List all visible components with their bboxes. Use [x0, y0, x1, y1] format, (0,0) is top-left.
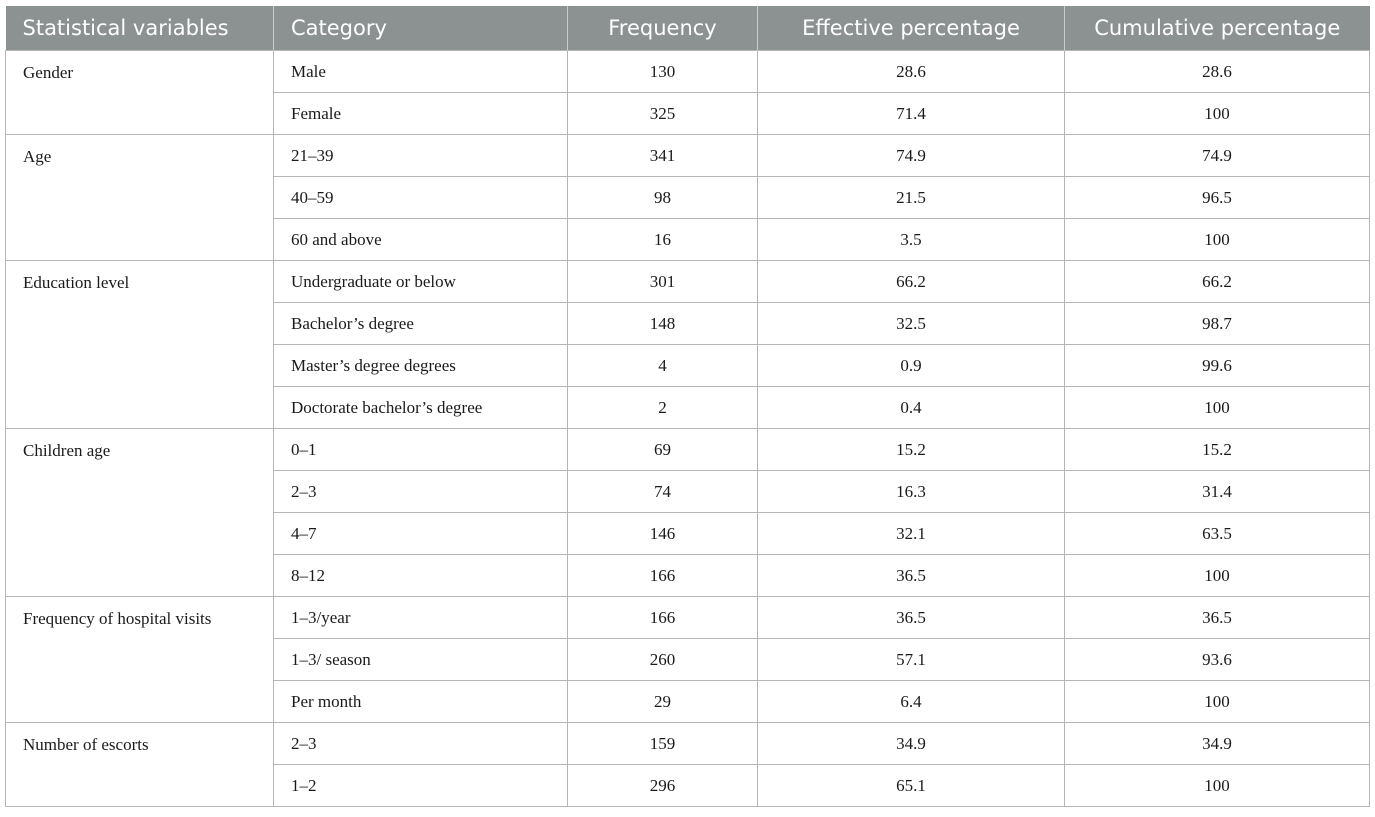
cumulative-percentage-cell: 100	[1065, 555, 1370, 597]
table-row	[6, 261, 1370, 303]
cumulative-percentage-cell: 100	[1065, 93, 1370, 135]
effective-percentage-cell: 32.5	[758, 303, 1065, 345]
frequency-cell: 4	[568, 345, 758, 387]
frequency-cell: 16	[568, 219, 758, 261]
category-cell: 4–7	[274, 513, 568, 555]
effective-percentage-cell: 0.4	[758, 387, 1065, 429]
frequency-cell: 159	[568, 723, 758, 765]
frequency-cell: 148	[568, 303, 758, 345]
category-cell: Per month	[274, 681, 568, 723]
variable-cell: Gender	[6, 51, 274, 135]
frequency-cell: 341	[568, 135, 758, 177]
effective-percentage-cell: 66.2	[758, 261, 1065, 303]
header-category: Category	[274, 6, 568, 51]
cumulative-percentage-cell: 15.2	[1065, 429, 1370, 471]
cumulative-percentage-cell: 100	[1065, 681, 1370, 723]
demographics-table	[5, 6, 1370, 807]
cumulative-percentage-cell: 66.2	[1065, 261, 1370, 303]
effective-percentage-cell: 34.9	[758, 723, 1065, 765]
category-cell: 60 and above	[274, 219, 568, 261]
frequency-cell: 296	[568, 765, 758, 807]
table-row	[6, 597, 1370, 639]
effective-percentage-cell: 65.1	[758, 765, 1065, 807]
cumulative-percentage-cell: 63.5	[1065, 513, 1370, 555]
cumulative-percentage-cell: 99.6	[1065, 345, 1370, 387]
table-row	[6, 723, 1370, 765]
frequency-cell: 260	[568, 639, 758, 681]
variable-cell: Age	[6, 135, 274, 261]
frequency-cell: 74	[568, 471, 758, 513]
frequency-cell: 166	[568, 555, 758, 597]
category-cell: 1–3/year	[274, 597, 568, 639]
header-effective-percentage: Effective percentage	[758, 6, 1065, 51]
cumulative-percentage-cell: 100	[1065, 765, 1370, 807]
frequency-cell: 69	[568, 429, 758, 471]
frequency-cell: 29	[568, 681, 758, 723]
category-cell: Bachelor’s degree	[274, 303, 568, 345]
variable-cell: Frequency of hospital visits	[6, 597, 274, 723]
effective-percentage-cell: 3.5	[758, 219, 1065, 261]
effective-percentage-cell: 21.5	[758, 177, 1065, 219]
cumulative-percentage-cell: 28.6	[1065, 51, 1370, 93]
category-cell: Undergraduate or below	[274, 261, 568, 303]
variable-cell: Children age	[6, 429, 274, 597]
effective-percentage-cell: 71.4	[758, 93, 1065, 135]
effective-percentage-cell: 6.4	[758, 681, 1065, 723]
frequency-cell: 98	[568, 177, 758, 219]
effective-percentage-cell: 74.9	[758, 135, 1065, 177]
effective-percentage-cell: 36.5	[758, 555, 1065, 597]
effective-percentage-cell: 0.9	[758, 345, 1065, 387]
effective-percentage-cell: 16.3	[758, 471, 1065, 513]
frequency-cell: 2	[568, 387, 758, 429]
effective-percentage-cell: 32.1	[758, 513, 1065, 555]
category-cell: 8–12	[274, 555, 568, 597]
cumulative-percentage-cell: 31.4	[1065, 471, 1370, 513]
cumulative-percentage-cell: 93.6	[1065, 639, 1370, 681]
cumulative-percentage-cell: 74.9	[1065, 135, 1370, 177]
table-row	[6, 429, 1370, 471]
table-body	[6, 51, 1370, 807]
category-cell: 1–3/ season	[274, 639, 568, 681]
header-cumulative-percentage: Cumulative percentage	[1065, 6, 1370, 51]
category-cell: Male	[274, 51, 568, 93]
effective-percentage-cell: 28.6	[758, 51, 1065, 93]
category-cell: 2–3	[274, 471, 568, 513]
variable-cell: Number of escorts	[6, 723, 274, 807]
frequency-cell: 130	[568, 51, 758, 93]
effective-percentage-cell: 57.1	[758, 639, 1065, 681]
category-cell: Master’s degree degrees	[274, 345, 568, 387]
category-cell: 40–59	[274, 177, 568, 219]
header-frequency: Frequency	[568, 6, 758, 51]
category-cell: Female	[274, 93, 568, 135]
table-row	[6, 51, 1370, 93]
frequency-cell: 325	[568, 93, 758, 135]
effective-percentage-cell: 36.5	[758, 597, 1065, 639]
table-row	[6, 135, 1370, 177]
table-header	[6, 6, 1370, 51]
variable-cell: Education level	[6, 261, 274, 429]
category-cell: 1–2	[274, 765, 568, 807]
header-statistical-variables: Statistical variables	[6, 6, 274, 51]
demographics-table-container	[5, 6, 1369, 807]
frequency-cell: 166	[568, 597, 758, 639]
cumulative-percentage-cell: 96.5	[1065, 177, 1370, 219]
cumulative-percentage-cell: 36.5	[1065, 597, 1370, 639]
cumulative-percentage-cell: 98.7	[1065, 303, 1370, 345]
category-cell: 0–1	[274, 429, 568, 471]
cumulative-percentage-cell: 34.9	[1065, 723, 1370, 765]
frequency-cell: 301	[568, 261, 758, 303]
frequency-cell: 146	[568, 513, 758, 555]
category-cell: Doctorate bachelor’s degree	[274, 387, 568, 429]
cumulative-percentage-cell: 100	[1065, 219, 1370, 261]
effective-percentage-cell: 15.2	[758, 429, 1065, 471]
header-row	[6, 6, 1370, 51]
cumulative-percentage-cell: 100	[1065, 387, 1370, 429]
category-cell: 2–3	[274, 723, 568, 765]
category-cell: 21–39	[274, 135, 568, 177]
